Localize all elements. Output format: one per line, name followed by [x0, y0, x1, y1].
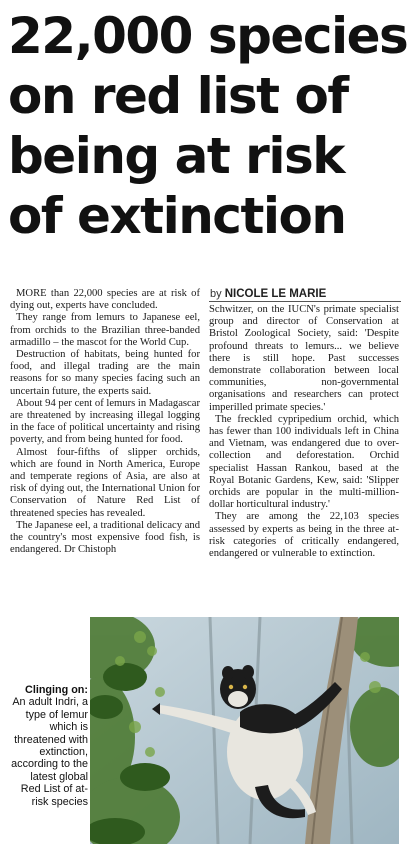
indri-lemur-photo — [90, 617, 399, 844]
article-paragraph: Destruction of habitats, being hunted for food, and illegal trading are the main reasons for so many species facing such an uncertain future, the experts said. — [10, 349, 200, 397]
headline-line-1: 22,000 species — [8, 7, 408, 65]
article-paragraph: They range from lemurs to Japanese eel, from orchids to the Brazilian three-banded armadillo – the mascot for the World Cup. — [10, 312, 200, 348]
byline-rule — [209, 301, 401, 302]
article-paragraph: Schwitzer, on the IUCN's primate specialist group and director of Conservation at Bristol Zoological Society, said: 'Despite profound threats to lemurs... we believe there is still hope. Past successes demonstrate collaboration between local communities, non-governmental organisations and researchers can protect imperilled primate species.' — [209, 304, 399, 413]
byline-prefix: by — [210, 288, 222, 300]
byline — [210, 288, 326, 300]
caption-text: An adult Indri, a type of lemur which is threatened with extinction, according to the latest global Red List of at-risk species — [11, 696, 88, 808]
article-column-right — [209, 304, 399, 560]
article-paragraph: They are among the 22,103 species assessed by experts as being in the three at-risk categories of critically endangered, endangered or vulnerable to extinction. — [209, 511, 399, 560]
article-paragraph: About 94 per cent of lemurs in Madagascar are threatened by increasing illegal logging in the face of political uncertainty and rising poverty, and from being hunted for food. — [10, 397, 200, 446]
headline — [8, 6, 408, 246]
indri-lemur-illustration — [90, 617, 399, 844]
photo-caption — [10, 684, 88, 808]
article-paragraph: The Japanese eel, a traditional delicacy and the country's most expensive food fish, is endangered. Dr Chistoph — [10, 519, 200, 556]
headline-line-2: on red list of — [8, 67, 348, 125]
caption-lead: Clinging on: — [25, 684, 88, 696]
byline-author: NICOLE LE MARIE — [224, 288, 327, 300]
headline-line-4: of extinction — [8, 187, 346, 245]
headline-line-3: being at risk — [8, 127, 344, 185]
article-paragraph: MORE than 22,000 species are at risk of dying out, experts have concluded. — [10, 288, 200, 312]
article-column-left — [10, 288, 200, 556]
article-paragraph: The freckled cypripedium orchid, which has fewer than 100 individuals left in China and Vietnam, was endangered due to over-collection and deforestation. Orchid specialist Hassan Rankou, based at the Royal Botanic Gardens, Kew, said: 'Slipper orchids are popular in the multi-million-dollar horticultural industry.' — [209, 413, 399, 511]
article-paragraph: Almost four-fifths of slipper orchids, which are found in North America, Europe and temperate regions of Asia, are also at risk of dying out, the International Union for Conservation of Nature Red List of threatened species has revealed. — [10, 446, 200, 519]
